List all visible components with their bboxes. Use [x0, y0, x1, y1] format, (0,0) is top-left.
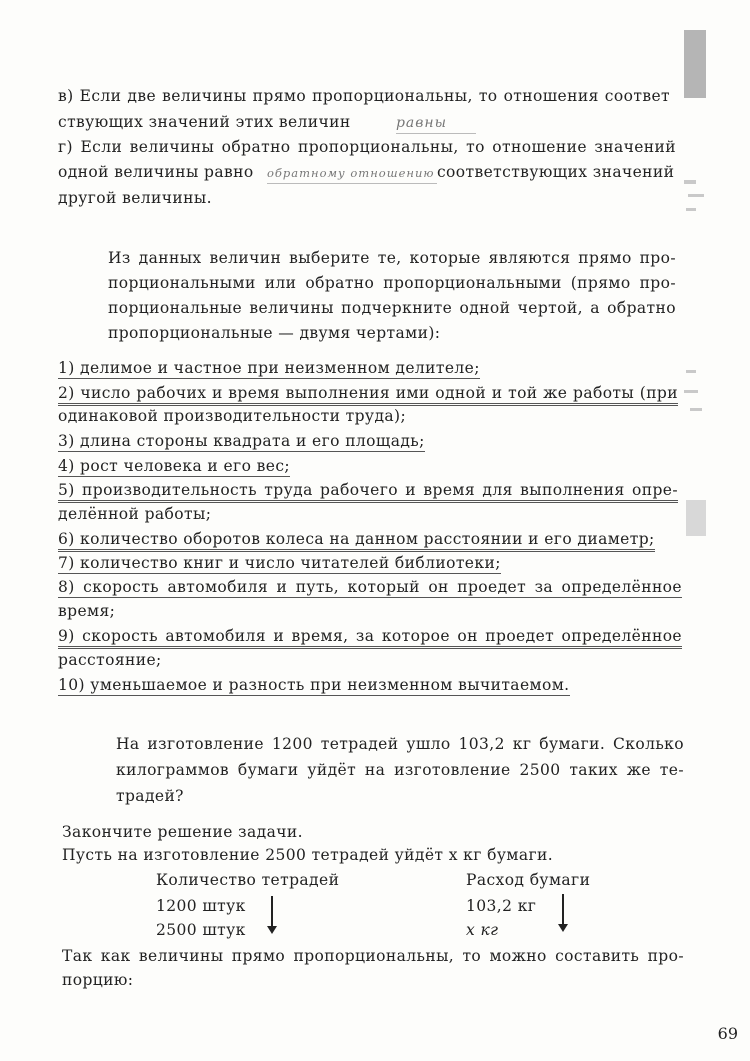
rule-g-prefix: одной величины равно	[58, 163, 254, 181]
list-item-8	[58, 577, 682, 597]
list-item-3-text: 3) длина стороны квадрата и его площадь;	[58, 432, 425, 450]
list-item-8-text: 8) скорость автомобиля и путь, который он проедет за определённое	[58, 578, 682, 596]
let-line: Пусть на изготовление 2500 тетрадей уйдёт x кг бумаги.	[62, 846, 554, 864]
list-item-6-text: 6) количество оборотов колеса на данном расстоянии и его диаметр;	[58, 530, 655, 552]
rule-g-line3: другой величины.	[58, 189, 212, 207]
list-item-9-cont: расстояние;	[58, 651, 162, 669]
list-item-7-text: 7) количество книг и число читателей библиотеки;	[58, 554, 501, 572]
handwritten-answer-v: равны	[396, 113, 476, 134]
list-item-5	[58, 480, 678, 500]
arrow-down-icon	[271, 896, 273, 928]
scan-artifact	[680, 500, 720, 540]
arrow-down-icon	[562, 894, 564, 926]
list-item-9	[58, 626, 682, 646]
problem-line-3: традей?	[116, 787, 184, 805]
list-item-5-cont: делённой работы;	[58, 505, 212, 523]
list-item-1-text: 1) делимое и частное при неизменном делителе;	[58, 359, 480, 377]
instruction-line-1: Из данных величин выберите те, которые являются прямо про-	[108, 249, 676, 267]
col1-header: Количество тетрадей	[156, 871, 340, 889]
list-item-8-cont: время;	[58, 602, 116, 620]
col1-row-2: 2500 штук	[156, 921, 246, 939]
list-item-2-cont: одинаковой производительности труда);	[58, 407, 407, 425]
scan-artifact	[680, 180, 720, 220]
col2-header: Расход бумаги	[466, 871, 591, 889]
list-item-5-text: 5) производительность труда рабочего и время для выполнения опре-	[58, 481, 678, 503]
rule-g-line1: г) Если величины обратно пропорциональны, то отношение значений	[58, 138, 676, 156]
list-item-4-text: 4) рост человека и его вес;	[58, 457, 291, 475]
finish-label: Закончите решение задачи.	[62, 823, 303, 841]
list-item-1	[58, 358, 480, 378]
rule-g-line2	[58, 162, 674, 184]
col2-row-1: 103,2 кг	[466, 897, 537, 915]
scan-artifact	[680, 30, 720, 100]
col1-row-1: 1200 штук	[156, 897, 246, 915]
list-item-2-text: 2) число рабочих и время выполнения ими одной и той же работы (при	[58, 384, 678, 406]
rule-v-line2	[58, 112, 476, 134]
problem-line-1: На изготовление 1200 тетрадей ушло 103,2 кг бумаги. Сколько	[116, 735, 684, 753]
instruction-line-3: порциональные величины подчеркните одной чертой, а обратно	[108, 299, 676, 317]
rule-v-prefix: ствующих значений этих величин	[58, 113, 351, 131]
list-item-3	[58, 431, 425, 451]
rule-v-line1: в) Если две величины прямо пропорциональны, то отношения соответ	[58, 87, 670, 105]
problem-line-2: килограммов бумаги уйдёт на изготовление 2500 таких же те-	[116, 761, 684, 779]
list-item-7	[58, 553, 501, 573]
list-item-10-text: 10) уменьшаемое и разность при неизменном вычитаемом.	[58, 676, 570, 694]
col2-row-2: x кг	[466, 921, 499, 939]
page-number: 69	[717, 1024, 738, 1043]
list-item-2	[58, 383, 678, 403]
handwritten-answer-g: обратному отношению	[267, 163, 437, 184]
scan-artifact	[680, 370, 720, 420]
instruction-line-4: пропорциональные — двумя чертами):	[108, 324, 441, 342]
list-item-4	[58, 456, 290, 476]
conclusion-line-1: Так как величины прямо пропорциональны, то можно составить про-	[62, 947, 684, 965]
conclusion-line-2: порцию:	[62, 971, 134, 989]
list-item-9-text: 9) скорость автомобиля и время, за которое он проедет определённое	[58, 627, 682, 649]
list-item-10	[58, 675, 570, 695]
list-item-6	[58, 529, 655, 549]
rule-g-suffix: соответствующих значений	[436, 163, 675, 181]
instruction-line-2: порциональными или обратно пропорциональными (прямо про-	[108, 274, 676, 292]
